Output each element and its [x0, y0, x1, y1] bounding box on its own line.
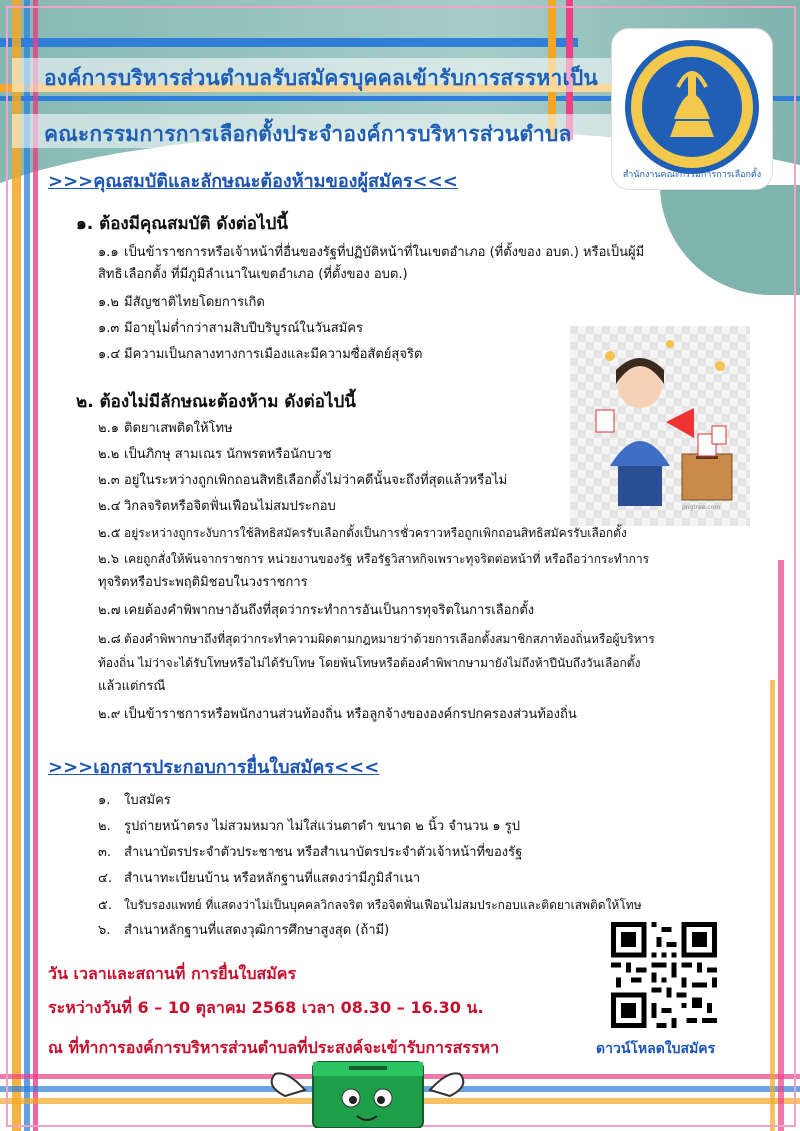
list-item — [98, 790, 171, 812]
item-text: มีความเป็นกลางทางการเมืองและมีความซื่อสัตย์สุจริต — [124, 347, 423, 362]
group2-title: ๒. ต้องไม่มีลักษณะต้องห้าม ดังต่อไปนี้ — [76, 392, 356, 412]
ballot-box-mascot — [265, 1056, 470, 1128]
list-item — [98, 292, 265, 314]
item-text: เคยถูกสั่งให้พ้นจากราชการ หน่วยงานของรัฐ หรือรัฐวิสาหกิจเพราะทุจริตต่อหน้าที่ หรือถือว่ากระทำการ — [124, 552, 650, 566]
list-item — [98, 470, 507, 492]
list-item — [98, 496, 336, 518]
woman-voting-icon — [570, 326, 750, 526]
title-line-2: คณะกรรมการการเลือกตั้งประจำองค์การบริหารส่วนตำบล — [44, 122, 572, 146]
election-illustration — [570, 326, 750, 526]
item-text: สำเนาหลักฐานที่แสดงวุฒิการศึกษาสูงสุด (ถ้ามี) — [124, 923, 390, 938]
list-item — [98, 816, 520, 838]
item-text: วิกลจริตหรือจิตฟั่นเฟือนไม่สมประกอบ — [124, 499, 336, 514]
list-item — [98, 444, 331, 466]
title-line-1: องค์การบริหารส่วนตำบลรับสมัครบุคคลเข้ารับการสรรหาเป็น — [44, 66, 598, 90]
item-number: ๑.๔ — [98, 347, 121, 362]
item-number: ๑.๑ — [98, 245, 119, 260]
stripe-orange-right — [770, 680, 775, 1131]
download-label[interactable]: ดาวน์โหลดใบสมัคร — [596, 1041, 716, 1057]
item-number: ๒.๓ — [98, 473, 120, 488]
list-item — [98, 704, 577, 726]
stripe-blue-top — [0, 38, 578, 47]
list-item — [98, 318, 363, 340]
item-text: เคยต้องคำพิพากษาอันถึงที่สุดว่ากระทำการอันเป็นการทุจริตในการเลือกตั้ง — [124, 603, 535, 618]
list-item — [98, 842, 522, 864]
schedule-location: ณ ที่ทำการองค์การบริหารส่วนตำบลที่ประสงค์จะเข้ารับการสรรหา — [48, 1038, 500, 1057]
item-number: ๒.๔ — [98, 499, 121, 514]
item-text: อยู่ในระหว่างถูกเพิกถอนสิทธิเลือกตั้งไม่ว่าคดีนั้นจะถึงที่สุดแล้วหรือไม่ — [124, 473, 508, 488]
item-number: ๓. — [98, 845, 112, 860]
item-number: ๒.๙ — [98, 707, 121, 722]
stripe-pink-vertical-1 — [33, 0, 38, 1131]
item-number: ๕. — [98, 898, 112, 913]
item-text: รูปถ่ายหน้าตรง ไม่สวมหมวก ไม่ใส่แว่นตาดำ ขนาด ๒ นิ้ว จำนวน ๑ รูป — [124, 819, 521, 834]
illustration-credit: pngtree.com — [682, 504, 721, 511]
item-text: ใบรับรองแพทย์ ที่แสดงว่าไม่เป็นบุคคลวิกลจริต หรือจิตฟั่นเฟือนไม่สมประกอบและติดยาเสพติดให้โทษ — [124, 898, 642, 912]
list-item — [98, 548, 758, 571]
item-number: ๒.๕ — [98, 526, 121, 541]
group1-title: ๑. ต้องมีคุณสมบัติ ดังต่อไปนี้ — [76, 214, 288, 234]
item-text: ท้องถิ่น ไม่ว่าจะได้รับโทษหรือไม่ได้รับโทษ โดยพ้นโทษหรือต้องคำพิพากษามายังไม่ถึงห้าปีนับถึงวันเลือกตั้ง — [98, 656, 641, 670]
list-item — [98, 418, 233, 440]
download-qr-code[interactable] — [611, 922, 717, 1028]
item-text: เลือกตั้ง ที่มีภูมิลำเนาในเขตอำเภอ (ที่ตั้งของ อบต.) — [124, 267, 408, 282]
ballot-box-mascot-icon — [265, 1056, 470, 1128]
list-item-continuation — [98, 572, 308, 594]
item-text: เป็นข้าราชการหรือพนักงานส่วนท้องถิ่น หรือลูกจ้างขององค์กรปกครองส่วนท้องถิ่น — [124, 707, 577, 722]
schedule-dates: ระหว่างวันที่ 6 – 10 ตุลาคม 2568 เวลา 08.30 – 16.30 น. — [48, 998, 484, 1017]
stripe-pink-right — [778, 560, 784, 1131]
item-text: สำเนาทะเบียนบ้าน หรือหลักฐานที่แสดงว่ามีภูมิลำเนา — [124, 871, 421, 886]
item-text: อยู่ระหว่างถูกระงับการใช้สิทธิสมัครรับเลือกตั้งเป็นการชั่วคราวหรือถูกเพิกถอนสิทธิสมัครรับเลือกตั้ง — [124, 526, 627, 540]
item-text: แล้วแต่กรณี — [98, 679, 166, 694]
schedule-heading: วัน เวลาและสถานที่ การยื่นใบสมัคร — [48, 964, 297, 983]
item-number: ๒.๑ — [98, 421, 119, 436]
list-item — [98, 344, 422, 366]
list-item — [98, 920, 389, 942]
item-number: ๑. — [98, 793, 111, 808]
stripe-blue-vertical — [24, 0, 30, 1131]
item-number: ๒.๖ — [98, 552, 119, 567]
list-item — [98, 600, 534, 622]
item-text: ทุจริตหรือประพฤติมิชอบในวงราชการ — [98, 575, 308, 590]
item-text: ใบสมัคร — [124, 793, 171, 808]
ect-emblem-icon — [612, 29, 772, 189]
item-text: ติดยาเสพติดให้โทษ — [124, 421, 233, 436]
list-item — [98, 868, 420, 890]
item-number: ๔. — [98, 871, 112, 886]
item-number: ๒.๒ — [98, 447, 120, 462]
list-item — [98, 894, 748, 917]
documents-heading: >>>เอกสารประกอบการยื่นใบสมัคร<<< — [48, 757, 380, 778]
item-number: ๑.๓ — [98, 321, 120, 336]
ect-logo — [611, 28, 773, 190]
qualifications-heading: >>>คุณสมบัติและลักษณะต้องห้ามของผู้สมัคร<<< — [48, 171, 458, 192]
item-text: เป็นภิกษุ สามเณร นักพรตหรือนักบวช — [124, 447, 332, 462]
stripe-orange-vertical — [12, 0, 21, 1131]
item-number: ๒. — [98, 819, 111, 834]
list-item — [98, 628, 758, 651]
list-item — [98, 522, 758, 545]
qr-code-icon — [611, 922, 717, 1028]
item-text: สำเนาบัตรประจำตัวประชาชน หรือสำเนาบัตรประจำตัวเจ้าหน้าที่ของรัฐ — [124, 845, 523, 860]
item-text: เป็นข้าราชการหรือเจ้าหน้าที่อื่นของรัฐที่ปฏิบัติหน้าที่ในเขตอำเภอ (ที่ตั้งของ อบต.) หรือเป็นผู้มีสิทธิ — [98, 245, 645, 282]
item-text: มีสัญชาติไทยโดยการเกิด — [124, 295, 265, 310]
list-item-continuation — [124, 264, 408, 286]
item-number: ๒.๗ — [98, 603, 121, 618]
list-item-continuation — [98, 652, 758, 675]
list-item-continuation — [98, 676, 165, 698]
item-text: มีอายุไม่ต่ำกว่าสามสิบปีบริบูรณ์ในวันสมัคร — [124, 321, 363, 336]
item-number: ๖. — [98, 923, 111, 938]
item-number: ๑.๒ — [98, 295, 119, 310]
item-text: ต้องคำพิพากษาถึงที่สุดว่ากระทำความผิดตามกฎหมายว่าด้วยการเลือกตั้งสมาชิกสภาท้องถิ่นหรือผู้บริหาร — [124, 632, 655, 646]
logo-text: สำนักงานคณะกรรมการการเลือกตั้ง — [622, 170, 762, 180]
item-number: ๒.๘ — [98, 632, 121, 647]
